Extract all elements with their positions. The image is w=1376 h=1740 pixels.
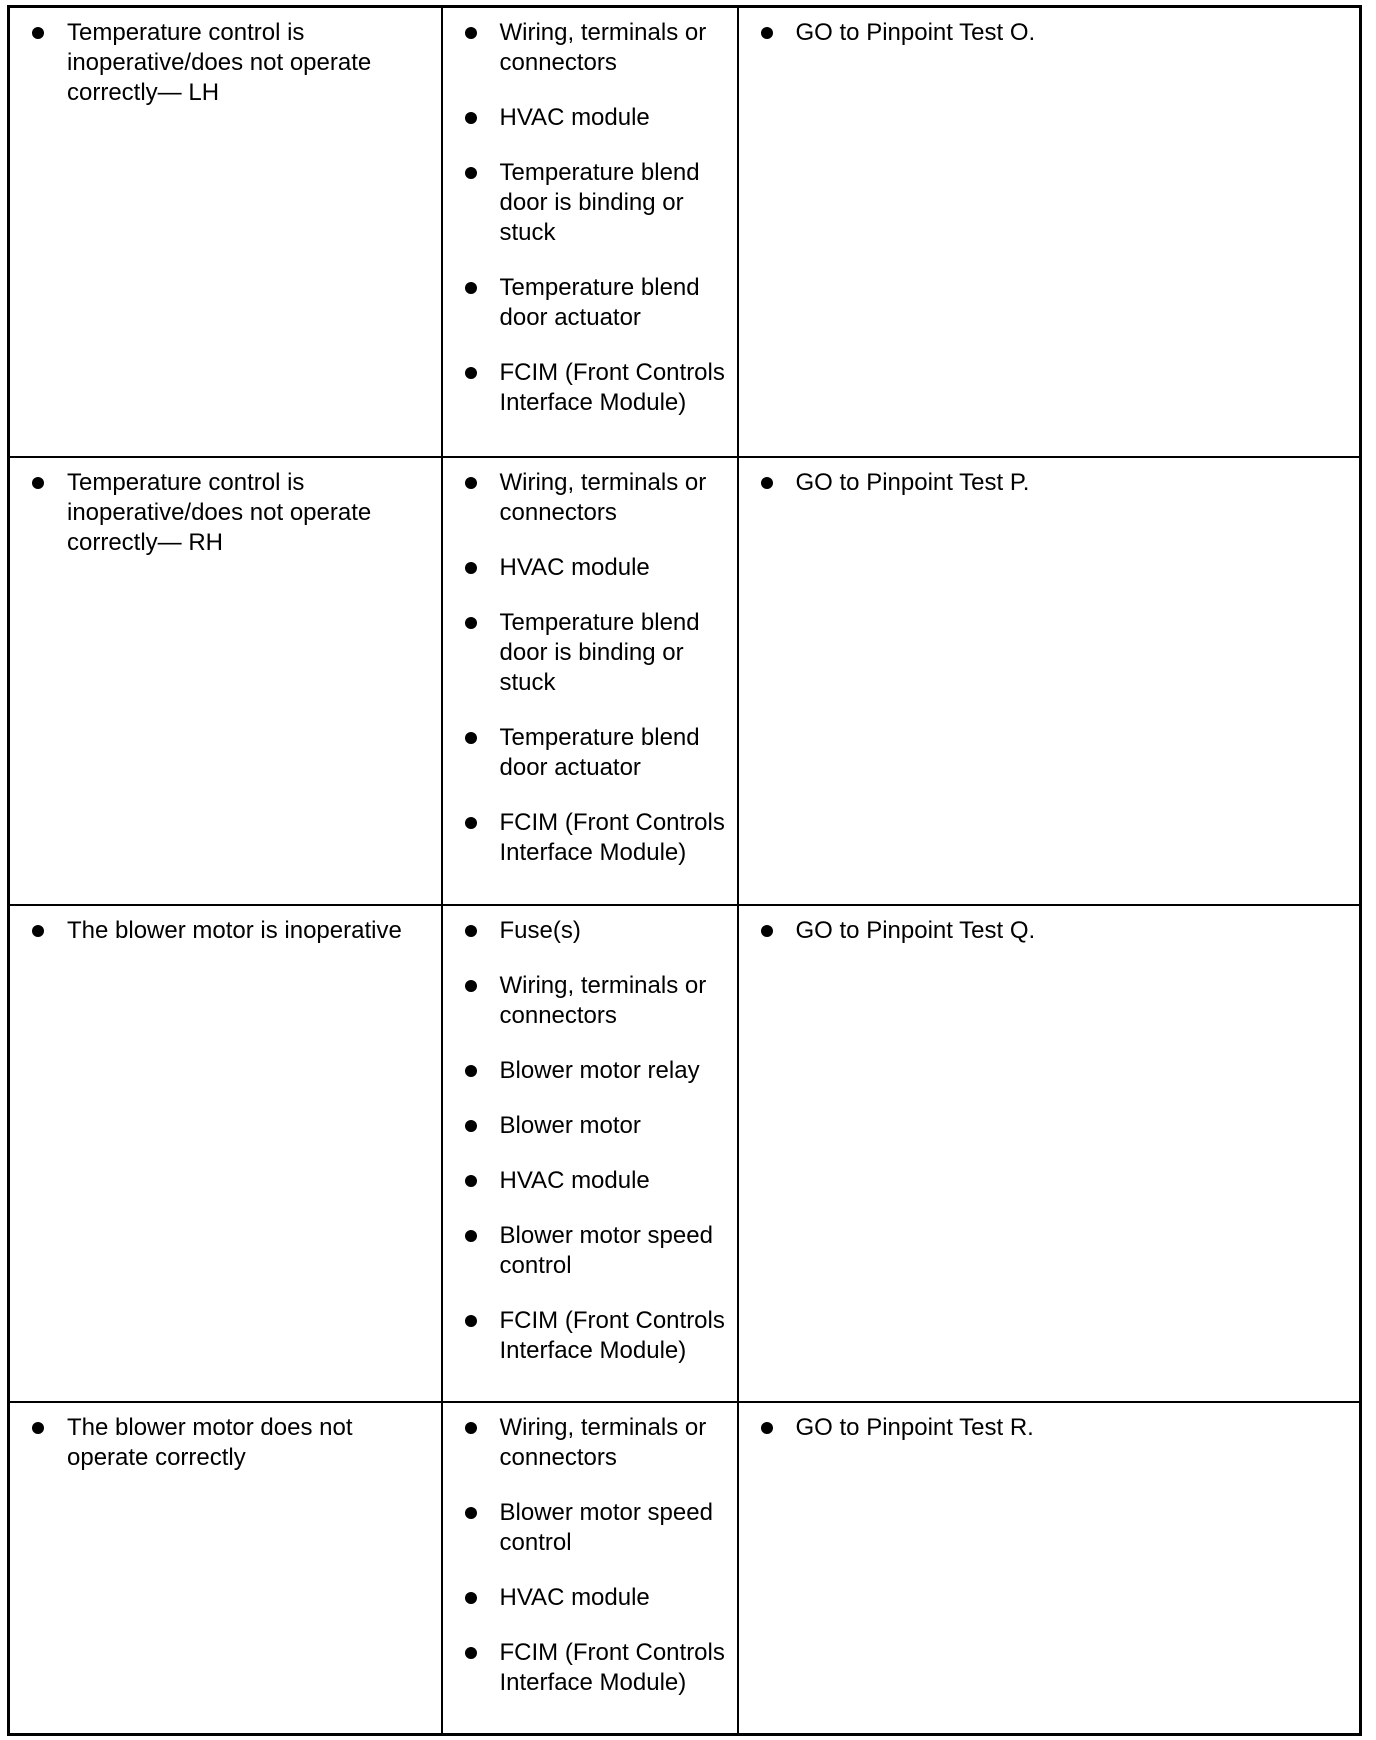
list-item [465,1056,731,1086]
list-item [465,1111,731,1141]
cause-text: Blower motor relay [499,1056,700,1084]
bullet-icon [761,27,773,39]
symptom-cell [9,7,442,457]
list-item [465,553,731,583]
bullet-icon [32,1422,44,1434]
symptom-text: Temperature control is inoperative/does not operate correctly— RH [67,468,372,556]
bullet-icon [32,925,44,937]
bullet-icon [761,925,773,937]
action-item [761,468,1352,498]
bullet-icon [761,477,773,489]
symptom-cell [9,905,442,1402]
list-item [465,808,731,868]
possible-source-cell [442,905,738,1402]
symptom-text: The blower motor is inoperative [67,916,402,944]
possible-source-cell [442,1402,738,1735]
action-item [761,18,1352,48]
bullet-icon [32,477,44,489]
pinpoint-test-link[interactable]: GO to Pinpoint Test P. [795,468,1030,496]
cause-text: HVAC module [499,104,650,131]
symptom-item [32,1413,433,1473]
bullet-icon [32,27,44,39]
table-row [9,7,1361,457]
cause-text: Temperature blend door actuator [499,274,700,331]
list-item [465,608,731,698]
action-cell [738,7,1361,457]
cause-text: Fuse(s) [499,916,581,944]
action-cell [738,1402,1361,1735]
bullet-icon [465,732,477,744]
cause-text: Wiring, terminals or connectors [499,468,707,526]
table-row [9,457,1361,905]
bullet-icon [465,817,477,829]
bullet-icon [465,1507,477,1519]
symptom-text: The blower motor does not operate correctly [67,1413,353,1471]
list-item [465,1638,731,1698]
cause-text: HVAC module [499,1583,650,1611]
cause-text: Temperature blend door is binding or stuck [499,159,700,246]
bullet-icon [465,617,477,629]
list-item [465,468,731,528]
cause-text: Blower motor [499,1111,641,1139]
cause-text: Temperature blend door is binding or stuck [499,608,700,696]
symptom-chart-table [7,5,1362,1736]
cause-text: FCIM (Front Controls Interface Module) [499,808,725,866]
list-item [465,1583,731,1613]
table-row [9,1402,1361,1735]
symptom-item [32,468,433,558]
cause-text: Wiring, terminals or connectors [499,1413,707,1471]
list-item [465,1221,731,1281]
bullet-icon [761,1422,773,1434]
table-row [9,905,1361,1402]
bullet-icon [465,1592,477,1604]
list-item [465,273,731,333]
list-item [465,103,731,133]
bullet-icon [465,562,477,574]
possible-source-cell [442,7,738,457]
list-item [465,18,731,78]
pinpoint-test-link[interactable]: GO to Pinpoint Test O. [795,19,1036,46]
cause-text: Blower motor speed control [499,1221,713,1279]
bullet-icon [465,1422,477,1434]
list-item [465,158,731,248]
bullet-icon [465,112,477,124]
cause-text: Temperature blend door actuator [499,723,700,781]
action-item [761,1413,1352,1443]
bullet-icon [465,282,477,294]
bullet-icon [465,980,477,992]
bullet-icon [465,925,477,937]
pinpoint-test-link[interactable]: GO to Pinpoint Test Q. [795,916,1036,944]
action-cell [738,457,1361,905]
cause-text: FCIM (Front Controls Interface Module) [499,359,725,416]
cause-text: Wiring, terminals or connectors [499,19,707,76]
bullet-icon [465,1230,477,1242]
list-item [465,358,731,418]
cause-text: Blower motor speed control [499,1498,713,1556]
list-item [465,971,731,1031]
bullet-icon [465,1315,477,1327]
cause-text: HVAC module [499,553,650,581]
symptom-text: Temperature control is inoperative/does not operate correctly— LH [67,19,372,106]
cause-text: FCIM (Front Controls Interface Module) [499,1638,725,1696]
list-item [465,1166,731,1196]
cause-text: FCIM (Front Controls Interface Module) [499,1306,725,1364]
symptom-item [32,18,433,108]
action-item [761,916,1352,946]
cause-text: HVAC module [499,1166,650,1194]
list-item [465,1498,731,1558]
list-item [465,1413,731,1473]
symptom-item [32,916,433,946]
bullet-icon [465,477,477,489]
bullet-icon [465,367,477,379]
possible-source-cell [442,457,738,905]
cause-text: Wiring, terminals or connectors [499,971,707,1029]
bullet-icon [465,1120,477,1132]
list-item [465,1306,731,1366]
symptom-cell [9,457,442,905]
bullet-icon [465,1175,477,1187]
action-cell [738,905,1361,1402]
bullet-icon [465,27,477,39]
bullet-icon [465,1647,477,1659]
pinpoint-test-link[interactable]: GO to Pinpoint Test R. [795,1413,1034,1441]
list-item [465,723,731,783]
symptom-cell [9,1402,442,1735]
bullet-icon [465,167,477,179]
list-item [465,916,731,946]
bullet-icon [465,1065,477,1077]
